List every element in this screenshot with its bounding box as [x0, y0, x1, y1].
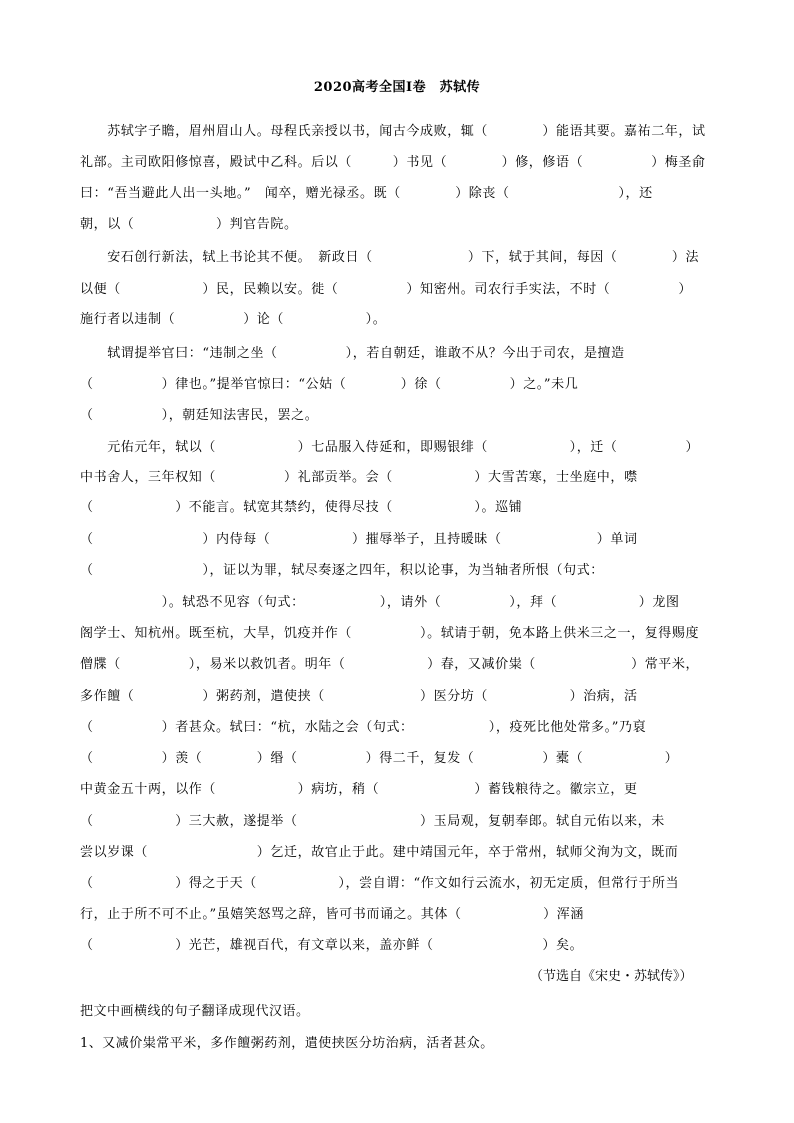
text-line: 阁学士、知杭州。既至杭，大旱，饥疫并作（ ）。轼请于朝，免本路上供米三之一，复得赐度 — [80, 626, 700, 641]
text-line: 朝，以（ ）判官告院。 — [80, 217, 298, 232]
text-line: （ ）内侍每（ ）摧辱举子，且持暖昧（ ）单词 — [80, 532, 638, 547]
text-line: 多作饘（ ）粥药剂，遣使挟（ ）医分坊（ ）治病，活 — [80, 689, 638, 704]
instruction-text: 把文中画横线的句子翻译成现代汉语。 — [80, 1004, 310, 1019]
text-line: 僧牒（ ），易米以救饥者。明年（ ）春，又减价粜（ ）常平米， — [80, 657, 700, 672]
text-line: （ ）得之于天（ ），尝自谓：“作文如行云流水，初无定质，但常行于所当 — [80, 876, 680, 891]
text-line: 苏轼字子瞻，眉州眉山人。母程氏亲授以书，闻古今成败，辄（ ）能语其要。嘉祐二年，试 — [80, 124, 706, 139]
text-line: （ ）律也。”提举官惊曰：“公姑（ ）徐（ ）之。”未几 — [80, 377, 579, 392]
text-line: 中黄金五十两，以作（ ）病坊，稍（ ）蓄钱粮待之。徽宗立，更 — [80, 782, 638, 797]
text-line: 轼谓提举官曰：“违制之坐（ ），若自朝廷，谁敢不从？今出于司农，是擅造 — [80, 346, 625, 361]
text-line: （ ），朝廷知法害民，罢之。 — [80, 408, 319, 423]
page-title: 2020高考全国Ⅰ卷 苏轼传 — [313, 80, 481, 95]
source-citation: （节选自《宋史・苏轼传》） — [530, 969, 693, 984]
text-line: （ ）羡（ ）缗（ ）得二千，复发（ ）橐（ ） — [80, 751, 679, 766]
text-line: （ ），证以为罪，轼尽奏逐之四年，积以论事，为当轴者所恨（句式： — [80, 563, 604, 578]
question-1: 1、又减价粜常平米，多作饘粥药剂，遣使挟医分坊治病，活者甚众。 — [80, 1036, 494, 1051]
text-line: ）。轼恐不见容（句式： ），请外（ ），拜（ ）龙图 — [80, 595, 680, 610]
text-line: 以便（ ）民，民赖以安。徙（ ）知密州。司农行手实法，不时（ ） — [80, 282, 693, 297]
text-line: 尝以岁课（ ）乞迁，故官止于此。建中靖国元年，卒于常州，轼师父洵为文，既而 — [80, 845, 679, 860]
text-line: （ ）三大赦，遂提举（ ）玉局观，复朝奉郎。轼自元佑以来，未 — [80, 814, 665, 829]
text-line: 礼部。主司欧阳修惊喜，殿试中乙科。后以（ ）书见（ ）修，修语（ ）梅圣俞 — [80, 155, 706, 170]
text-line: （ ）光芒，雄视百代，有文章以来，盖亦鲜（ ）矣。 — [80, 938, 584, 953]
text-line: 曰：“吾当避此人出一头地。” 闻卒，赠光禄丞。既（ ）除丧（ ），还 — [80, 186, 653, 201]
text-line: （ ）不能言。轼宽其禁约，使得尽技（ ）。巡铺 — [80, 500, 523, 515]
text-line: （ ）者甚众。轼曰：“杭，水陆之会（句式： ），疫死比他处常多。”乃裒 — [80, 720, 647, 735]
text-line: 行，止于所不可不止。”虽嬉笑怒骂之辞，皆可书而诵之。其体（ ）浑涵 — [80, 907, 584, 922]
text-line: 中书舍人，三年权知（ ）礼部贡举。会（ ）大雪苦寒，士坐庭中，噤 — [80, 470, 638, 485]
text-line: 元佑元年，轼以（ ）七品服入侍延和，即赐银绯（ ），迁（ ） — [80, 440, 700, 455]
text-line: 施行者以违制（ ）论（ ）。 — [80, 312, 387, 327]
text-line: 安石创行新法，轼上书论其不便。 新政日（ ）下，轼于其间，每因（ ）法 — [80, 250, 700, 265]
